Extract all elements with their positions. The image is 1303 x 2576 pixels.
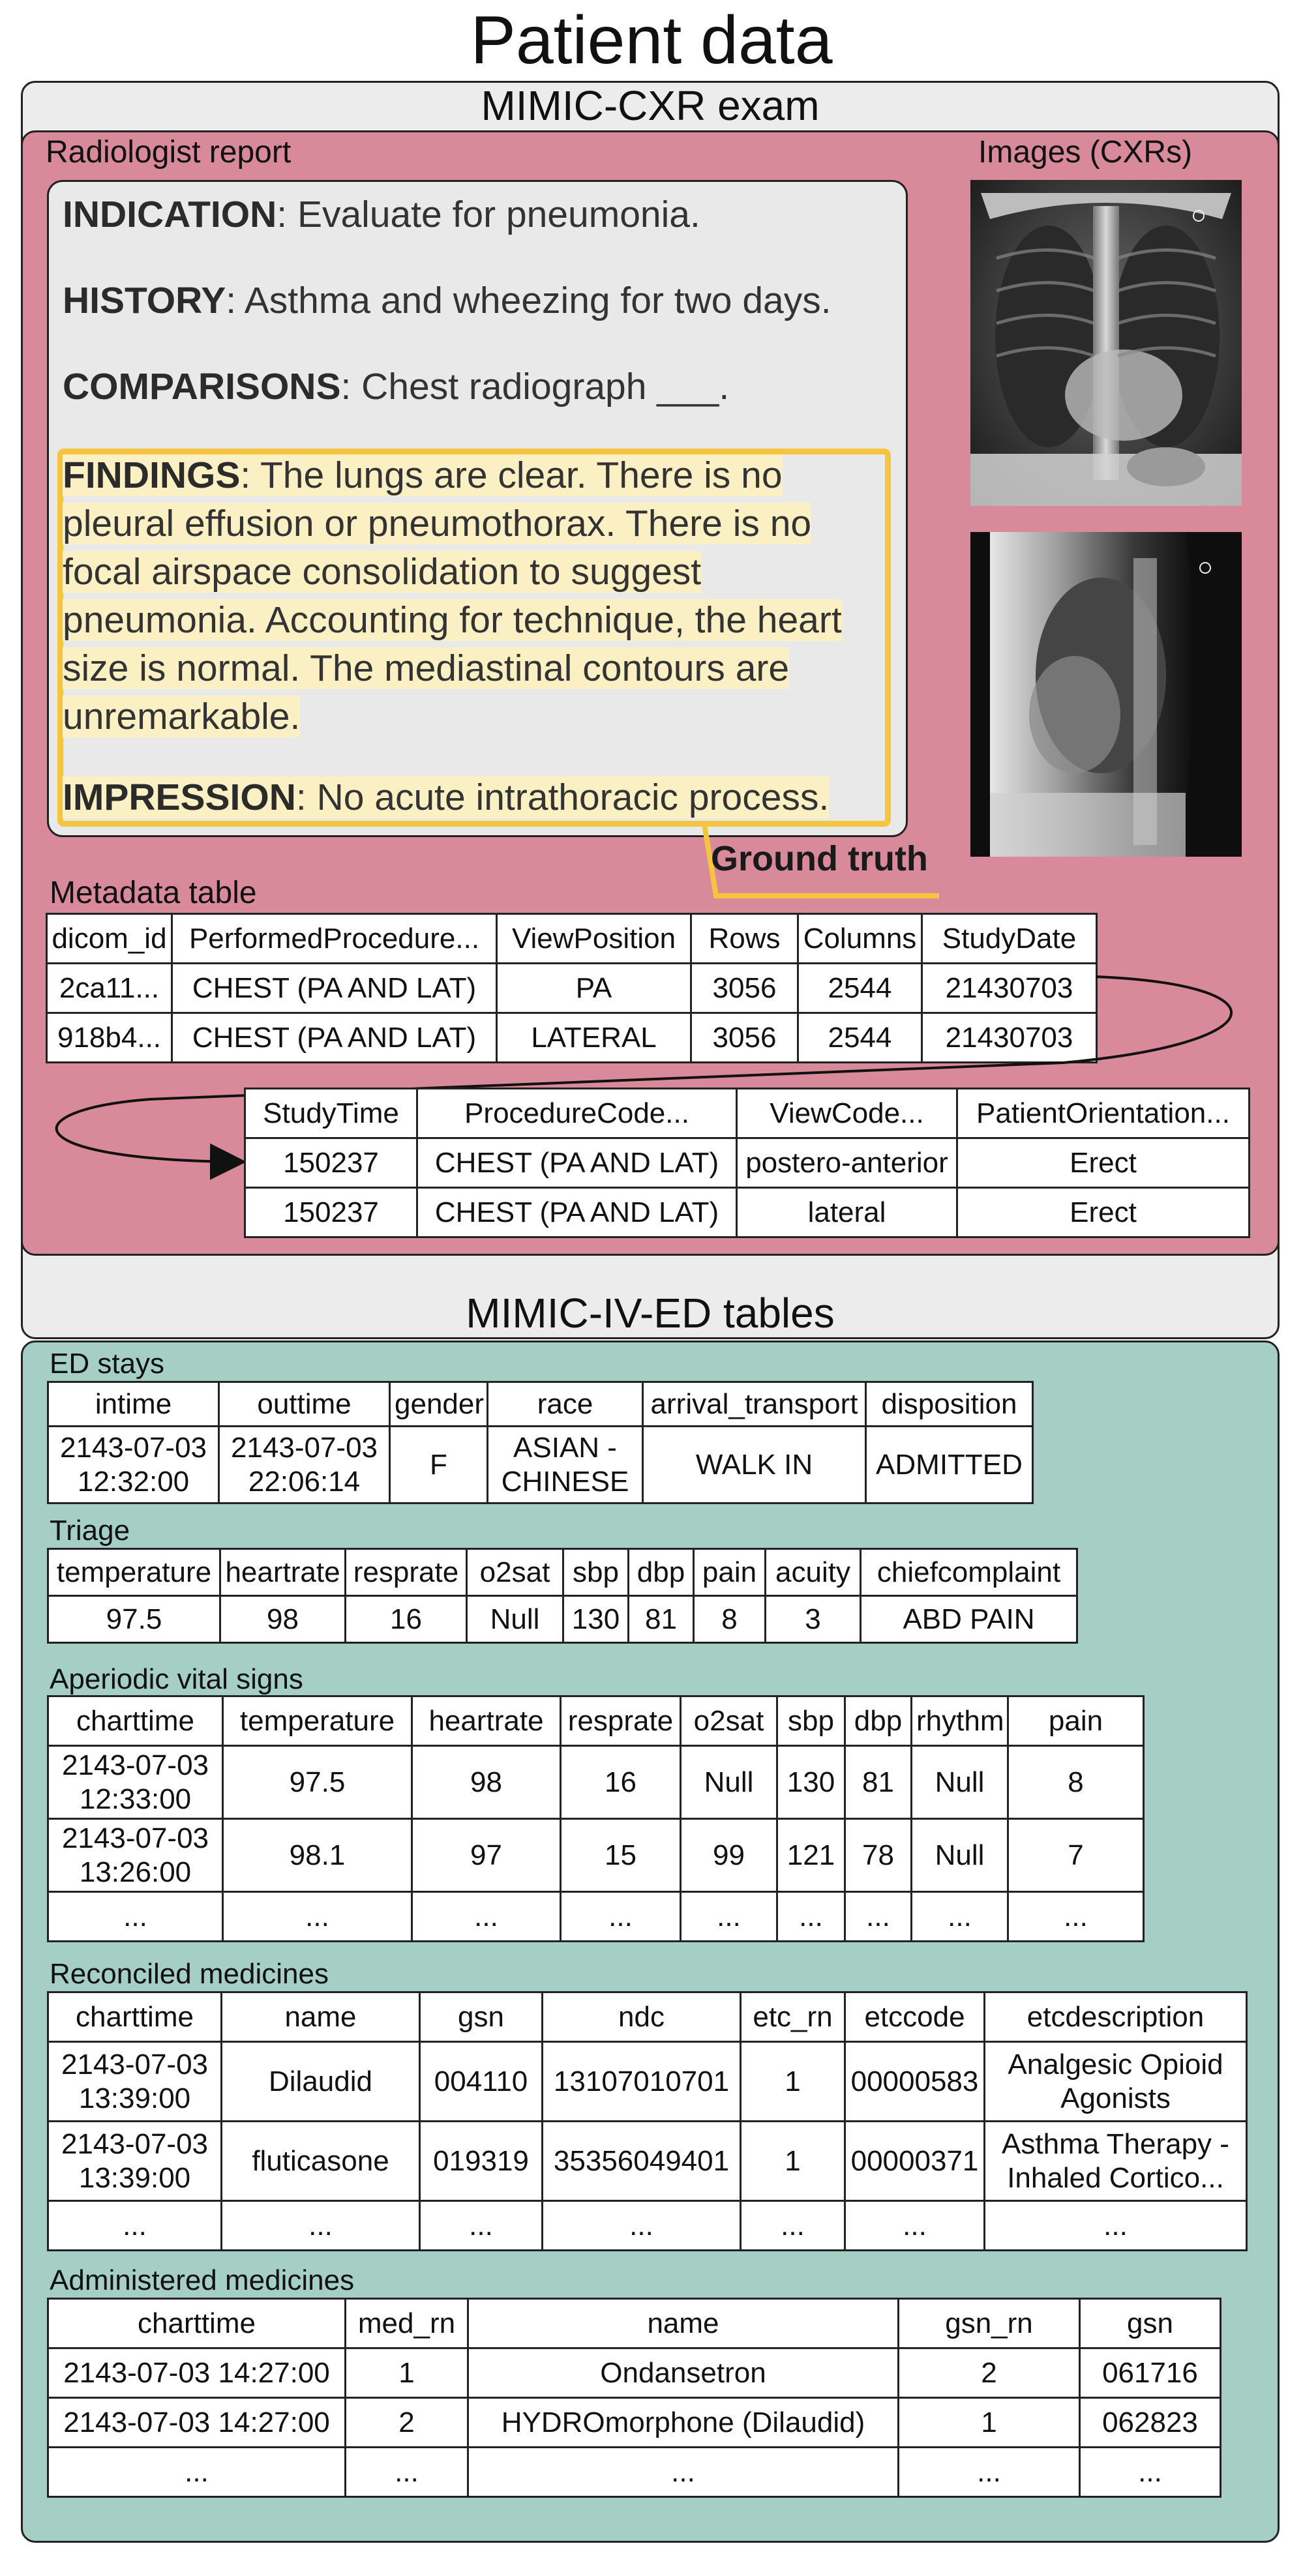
table-header: chiefcomplaint (861, 1549, 1077, 1596)
table-header: disposition (866, 1382, 1033, 1427)
table-cell: ... (48, 1892, 223, 1942)
table-cell: ... (1008, 1892, 1144, 1942)
table-cell: LATERAL (497, 1013, 691, 1063)
table-header: temperature (223, 1696, 412, 1746)
table-header: gender (390, 1382, 488, 1427)
table-header: etccode (845, 1992, 985, 2042)
table-cell: Ondansetron (468, 2348, 899, 2398)
table-cell: 21430703 (922, 964, 1097, 1013)
table-cell: ... (412, 1892, 561, 1942)
table-header: ndc (543, 1992, 741, 2042)
table-cell: 15 (561, 1819, 681, 1892)
reconciled-label: Reconciled medicines (50, 1958, 329, 1990)
report-comparisons (63, 363, 729, 411)
report-findings (63, 451, 842, 741)
table-header: med_rn (346, 2299, 468, 2348)
table-cell: lateral (737, 1188, 957, 1237)
comparisons-text: : Chest radiograph ___. (340, 366, 730, 407)
table-header: StudyDate (922, 914, 1097, 964)
table-cell: 2143-07-03 13:26:00 (48, 1819, 223, 1892)
table-cell: 78 (845, 1819, 912, 1892)
images-label: Images (CXRs) (978, 135, 1193, 170)
table-cell: CHEST (PA AND LAT) (417, 1188, 737, 1237)
table-cell: Null (681, 1746, 777, 1819)
table-cell: Analgesic Opioid Agonists (985, 2042, 1247, 2122)
indication-text: : Evaluate for pneumonia. (277, 194, 700, 235)
table-cell: 150237 (245, 1138, 417, 1188)
report-history (63, 276, 831, 325)
table-cell: 2 (346, 2398, 468, 2448)
table-cell: postero-anterior (737, 1138, 957, 1188)
table-header: heartrate (220, 1549, 346, 1596)
table-header: dbp (845, 1696, 912, 1746)
table-header: etc_rn (741, 1992, 845, 2042)
metadata-label: Metadata table (50, 876, 257, 910)
table-header: charttime (48, 1696, 223, 1746)
table-cell: ... (223, 1892, 412, 1942)
table-cell: ... (845, 2201, 985, 2251)
table-cell: 8 (1008, 1746, 1144, 1819)
table-cell: 81 (629, 1596, 694, 1643)
table-cell: Asthma Therapy - Inhaled Cortico... (985, 2122, 1247, 2201)
table-cell: ... (48, 2448, 346, 2497)
impression-text: : No acute intrathoracic process. (295, 777, 830, 818)
table-cell: ... (741, 2201, 845, 2251)
table-cell: ... (48, 2201, 222, 2251)
table-cell: ADMITTED (866, 1427, 1033, 1503)
table-cell: ... (845, 1892, 912, 1942)
table-cell: Null (467, 1596, 563, 1643)
cxr-image-lateral (970, 532, 1242, 857)
report-impression (63, 773, 829, 822)
table-cell: Dilaudid (222, 2042, 420, 2122)
table-cell: 7 (1008, 1819, 1144, 1892)
metadata-table-2 (244, 1088, 1250, 1238)
table-header: ProcedureCode... (417, 1089, 737, 1138)
table-cell: 3 (766, 1596, 861, 1643)
table-cell: F (390, 1427, 488, 1503)
table-cell: HYDROmorphone (Dilaudid) (468, 2398, 899, 2448)
table-cell: 2143-07-03 12:33:00 (48, 1746, 223, 1819)
table-cell: 130 (777, 1746, 845, 1819)
administered-table (47, 2298, 1221, 2498)
reconciled-table (47, 1991, 1248, 2251)
table-cell: CHEST (PA AND LAT) (172, 964, 497, 1013)
table-cell: 2143-07-03 14:27:00 (48, 2348, 346, 2398)
cxr-image-pa (970, 180, 1242, 506)
comparisons-label: COMPARISONS (63, 366, 341, 407)
table-cell: ... (681, 1892, 777, 1942)
table-header: charttime (48, 2299, 346, 2348)
table-header: heartrate (412, 1696, 561, 1746)
table-cell: 98.1 (223, 1819, 412, 1892)
table-header: pain (1008, 1696, 1144, 1746)
table-header: acuity (766, 1549, 861, 1596)
table-cell: 150237 (245, 1188, 417, 1237)
table-cell: 061716 (1080, 2348, 1221, 2398)
table-header: o2sat (681, 1696, 777, 1746)
table-cell: 2143-07-03 14:27:00 (48, 2398, 346, 2448)
table-cell: Null (912, 1819, 1008, 1892)
table-cell: 16 (561, 1746, 681, 1819)
findings-line: size is normal. The mediastinal contours are (63, 647, 790, 689)
table-cell: 1 (741, 2122, 845, 2201)
table-cell: 8 (694, 1596, 766, 1643)
table-cell: fluticasone (222, 2122, 420, 2201)
table-header: dbp (629, 1549, 694, 1596)
table-cell: 062823 (1080, 2398, 1221, 2448)
table-cell: ... (985, 2201, 1247, 2251)
table-header: resprate (561, 1696, 681, 1746)
table-cell: ASIAN - CHINESE (488, 1427, 643, 1503)
table-header: etcdescription (985, 1992, 1247, 2042)
table-cell: 2ca11... (47, 964, 172, 1013)
table-header: resprate (346, 1549, 467, 1596)
administered-label: Administered medicines (50, 2264, 355, 2296)
ground-truth-label: Ground truth (711, 839, 928, 878)
table-cell: CHEST (PA AND LAT) (172, 1013, 497, 1063)
table-cell: 00000583 (845, 2042, 985, 2122)
table-cell: 004110 (420, 2042, 543, 2122)
table-cell: 99 (681, 1819, 777, 1892)
table-header: pain (694, 1549, 766, 1596)
table-cell: WALK IN (643, 1427, 866, 1503)
table-cell: 2544 (798, 1013, 922, 1063)
table-header: dicom_id (47, 914, 172, 964)
table-cell: 1 (899, 2398, 1080, 2448)
table-header: arrival_transport (643, 1382, 866, 1427)
findings-line: pneumonia. Accounting for technique, the heart (63, 599, 842, 641)
table-header: charttime (48, 1992, 222, 2042)
table-cell: 98 (412, 1746, 561, 1819)
table-cell: 2143-07-03 22:06:14 (219, 1427, 390, 1503)
table-header: sbp (777, 1696, 845, 1746)
triage-table (47, 1548, 1078, 1644)
table-cell: CHEST (PA AND LAT) (417, 1138, 737, 1188)
table-header: PerformedProcedure... (172, 914, 497, 964)
table-header: StudyTime (245, 1089, 417, 1138)
vitals-label: Aperiodic vital signs (50, 1663, 303, 1695)
table-cell: 1 (741, 2042, 845, 2122)
table-cell: ... (420, 2201, 543, 2251)
table-cell: 121 (777, 1819, 845, 1892)
table-cell: ... (912, 1892, 1008, 1942)
table-header: Rows (691, 914, 798, 964)
table-cell: ... (561, 1892, 681, 1942)
table-cell: 21430703 (922, 1013, 1097, 1063)
cxr-exam-title: MIMIC-CXR exam (481, 82, 820, 129)
table-cell: ABD PAIN (861, 1596, 1077, 1643)
table-header: sbp (563, 1549, 629, 1596)
table-cell: 97 (412, 1819, 561, 1892)
table-cell: ... (899, 2448, 1080, 2497)
table-cell: 2143-07-03 13:39:00 (48, 2042, 222, 2122)
findings-line: focal airspace consolidation to suggest (63, 551, 702, 593)
findings-label: FINDINGS (63, 454, 241, 496)
table-header: gsn (1080, 2299, 1221, 2348)
table-header: temperature (48, 1549, 220, 1596)
table-cell: ... (777, 1892, 845, 1942)
table-header: Columns (798, 914, 922, 964)
table-cell: ... (346, 2448, 468, 2497)
table-cell: 1 (346, 2348, 468, 2398)
table-cell: ... (543, 2201, 741, 2251)
table-cell: Erect (957, 1188, 1250, 1237)
table-cell: 2143-07-03 12:32:00 (48, 1427, 219, 1503)
table-header: gsn_rn (899, 2299, 1080, 2348)
table-cell: ... (468, 2448, 899, 2497)
table-cell: ... (222, 2201, 420, 2251)
history-label: HISTORY (63, 280, 226, 321)
table-cell: 3056 (691, 1013, 798, 1063)
indication-label: INDICATION (63, 194, 277, 235)
table-header: ViewCode... (737, 1089, 957, 1138)
table-cell: 2544 (798, 964, 922, 1013)
table-cell: 97.5 (223, 1746, 412, 1819)
table-header: name (222, 1992, 420, 2042)
table-cell: 00000371 (845, 2122, 985, 2201)
table-header: outtime (219, 1382, 390, 1427)
triage-label: Triage (50, 1515, 130, 1547)
table-header: rhythm (912, 1696, 1008, 1746)
report-indication (63, 190, 700, 239)
table-cell: 98 (220, 1596, 346, 1643)
table-cell: 918b4... (47, 1013, 172, 1063)
table-header: PatientOrientation... (957, 1089, 1250, 1138)
findings-line: : The lungs are clear. There is no (240, 454, 783, 496)
table-cell: 2 (899, 2348, 1080, 2398)
report-label: Radiologist report (46, 135, 292, 170)
table-header: o2sat (467, 1549, 563, 1596)
table-cell: 81 (845, 1746, 912, 1819)
table-cell: 019319 (420, 2122, 543, 2201)
table-header: race (488, 1382, 643, 1427)
ed-stays-table (47, 1381, 1034, 1504)
table-cell: 3056 (691, 964, 798, 1013)
ed-section-title: MIMIC-IV-ED tables (466, 1290, 835, 1337)
table-cell: 35356049401 (543, 2122, 741, 2201)
findings-line: pleural effusion or pneumothorax. There is no (63, 503, 812, 544)
table-header: intime (48, 1382, 219, 1427)
table-cell: 2143-07-03 13:39:00 (48, 2122, 222, 2201)
table-cell: 16 (346, 1596, 467, 1643)
table-cell: 97.5 (48, 1596, 220, 1643)
history-text: : Asthma and wheezing for two days. (226, 280, 831, 321)
impression-label: IMPRESSION (63, 777, 296, 818)
table-cell: ... (1080, 2448, 1221, 2497)
table-header: gsn (420, 1992, 543, 2042)
findings-line: unremarkable. (63, 696, 301, 737)
vitals-table (47, 1695, 1145, 1942)
table-header: ViewPosition (497, 914, 691, 964)
ed-stays-label: ED stays (50, 1348, 165, 1380)
table-cell: 13107010701 (543, 2042, 741, 2122)
table-cell: 130 (563, 1596, 629, 1643)
table-cell: PA (497, 964, 691, 1013)
table-header: name (468, 2299, 899, 2348)
table-cell: Null (912, 1746, 1008, 1819)
table-cell: Erect (957, 1138, 1250, 1188)
page-title: Patient data (470, 3, 833, 78)
